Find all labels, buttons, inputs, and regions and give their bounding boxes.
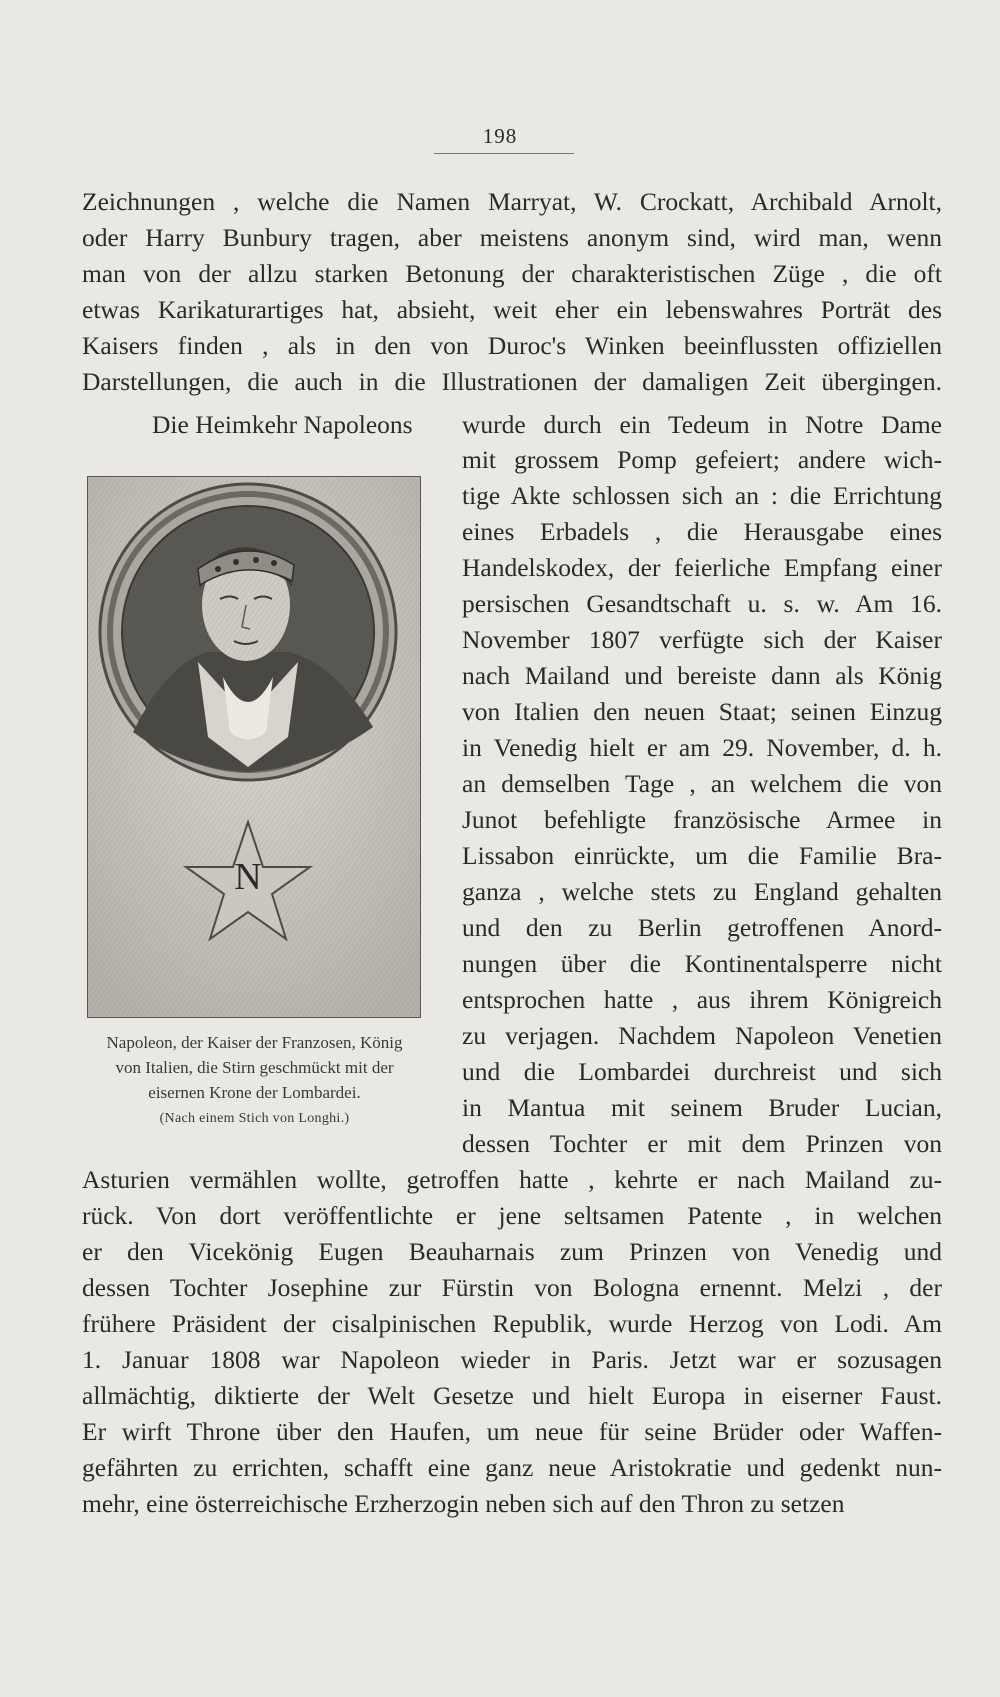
text-line: Junot befehligte französische Armee in bbox=[462, 805, 942, 834]
text-line: von Italien den neuen Staat; seinen Einzug bbox=[462, 697, 942, 726]
text-line: dessen Tochter er mit dem Prinzen von bbox=[462, 1129, 942, 1158]
figure-credit: (Nach einem Stich von Longhi.) bbox=[159, 1111, 350, 1126]
page-number-rule bbox=[434, 153, 574, 154]
text-line: 1. Januar 1808 war Napoleon wieder in Paris. Jetzt war er sozusagen bbox=[82, 1345, 942, 1374]
text-line: man von der allzu starken Betonung der charakteristischen Züge , die oft bbox=[82, 259, 942, 288]
text-line: wurde durch ein Tedeum in Notre Dame bbox=[462, 410, 942, 439]
figure-caption-line: eisernen Krone der Lombardei. bbox=[148, 1083, 361, 1102]
text-line: und die Lombardei durchreist und sich bbox=[462, 1057, 942, 1086]
text-line: mit grossem Pomp gefeiert; andere wich- bbox=[462, 445, 942, 474]
text-line: rück. Von dort veröffentlichte er jene seltsamen Patente , in welchen bbox=[82, 1201, 942, 1230]
figure-caption-line: Napoleon, der Kaiser der Franzosen, König bbox=[106, 1033, 403, 1052]
text-line: an demselben Tage , an welchem die von bbox=[462, 769, 942, 798]
text-line: etwas Karikaturartiges hat, absieht, weit eher ein lebenswahres Porträt des bbox=[82, 295, 942, 324]
text-line: in Venedig hielt er am 29. November, d. h. bbox=[462, 733, 942, 762]
text-line: ganza , welche stets zu England gehalten bbox=[462, 877, 942, 906]
text-line: mehr, eine österreichische Erzherzogin neben sich auf den Thron zu setzen bbox=[82, 1489, 845, 1518]
text-line: dessen Tochter Josephine zur Fürstin von Bologna ernennt. Melzi , der bbox=[82, 1273, 942, 1302]
text-line: entsprochen hatte , aus ihrem Königreich bbox=[462, 985, 942, 1014]
text-line: zu verjagen. Nachdem Napoleon Venetien bbox=[462, 1021, 942, 1050]
emblem-letter: N bbox=[234, 856, 262, 898]
text-line: Asturien vermählen wollte, getroffen hatte , kehrte er nach Mailand zu- bbox=[82, 1165, 942, 1194]
text-line: persischen Gesandtschaft u. s. w. Am 16. bbox=[462, 589, 942, 618]
text-line: Zeichnungen , welche die Namen Marryat, W. Crockatt, Archibald Arnolt, bbox=[82, 187, 942, 216]
text-line: Handelskodex, der feierliche Empfang einer bbox=[462, 553, 942, 582]
text-line: Lissabon einrückte, um die Familie Bra- bbox=[462, 841, 942, 870]
page-number: 198 bbox=[482, 124, 518, 148]
text-line: nungen über die Kontinentalsperre nicht bbox=[462, 949, 942, 978]
paragraph-start: Die Heimkehr Napoleons bbox=[152, 410, 413, 439]
text-line: allmächtig, diktierte der Welt Gesetze und hielt Europa in eiserner Faust. bbox=[82, 1381, 942, 1410]
text-line: und den zu Berlin getroffenen Anord- bbox=[462, 913, 942, 942]
portrait-illustration bbox=[88, 477, 420, 1017]
text-line: Darstellungen, die auch in die Illustrationen der damaligen Zeit übergingen. bbox=[82, 367, 942, 396]
text-line: Er wirft Throne über den Haufen, um neue für seine Brüder oder Waffen- bbox=[82, 1417, 942, 1446]
text-line: er den Vicekönig Eugen Beauharnais zum Prinzen von Venedig und bbox=[82, 1237, 942, 1266]
text-line: gefährten zu errichten, schafft eine ganz neue Aristokratie und gedenkt nun- bbox=[82, 1453, 942, 1482]
text-line: frühere Präsident der cisalpinischen Republik, wurde Herzog von Lodi. Am bbox=[82, 1309, 942, 1338]
text-line: November 1807 verfügte sich der Kaiser bbox=[462, 625, 942, 654]
text-line: eines Erbadels , die Herausgabe eines bbox=[462, 517, 942, 546]
text-line: nach Mailand und bereiste dann als König bbox=[462, 661, 942, 690]
text-line: in Mantua mit seinem Bruder Lucian, bbox=[462, 1093, 942, 1122]
portrait-engraving bbox=[87, 476, 421, 1018]
figure-caption-line: von Italien, die Stirn geschmückt mit der bbox=[115, 1058, 394, 1077]
text-line: tige Akte schlossen sich an : die Errichtung bbox=[462, 481, 942, 510]
text-line: Kaisers finden , als in den von Duroc's Winken beeinflussten offiziellen bbox=[82, 331, 942, 360]
text-line: oder Harry Bunbury tragen, aber meistens anonym sind, wird man, wenn bbox=[82, 223, 942, 252]
